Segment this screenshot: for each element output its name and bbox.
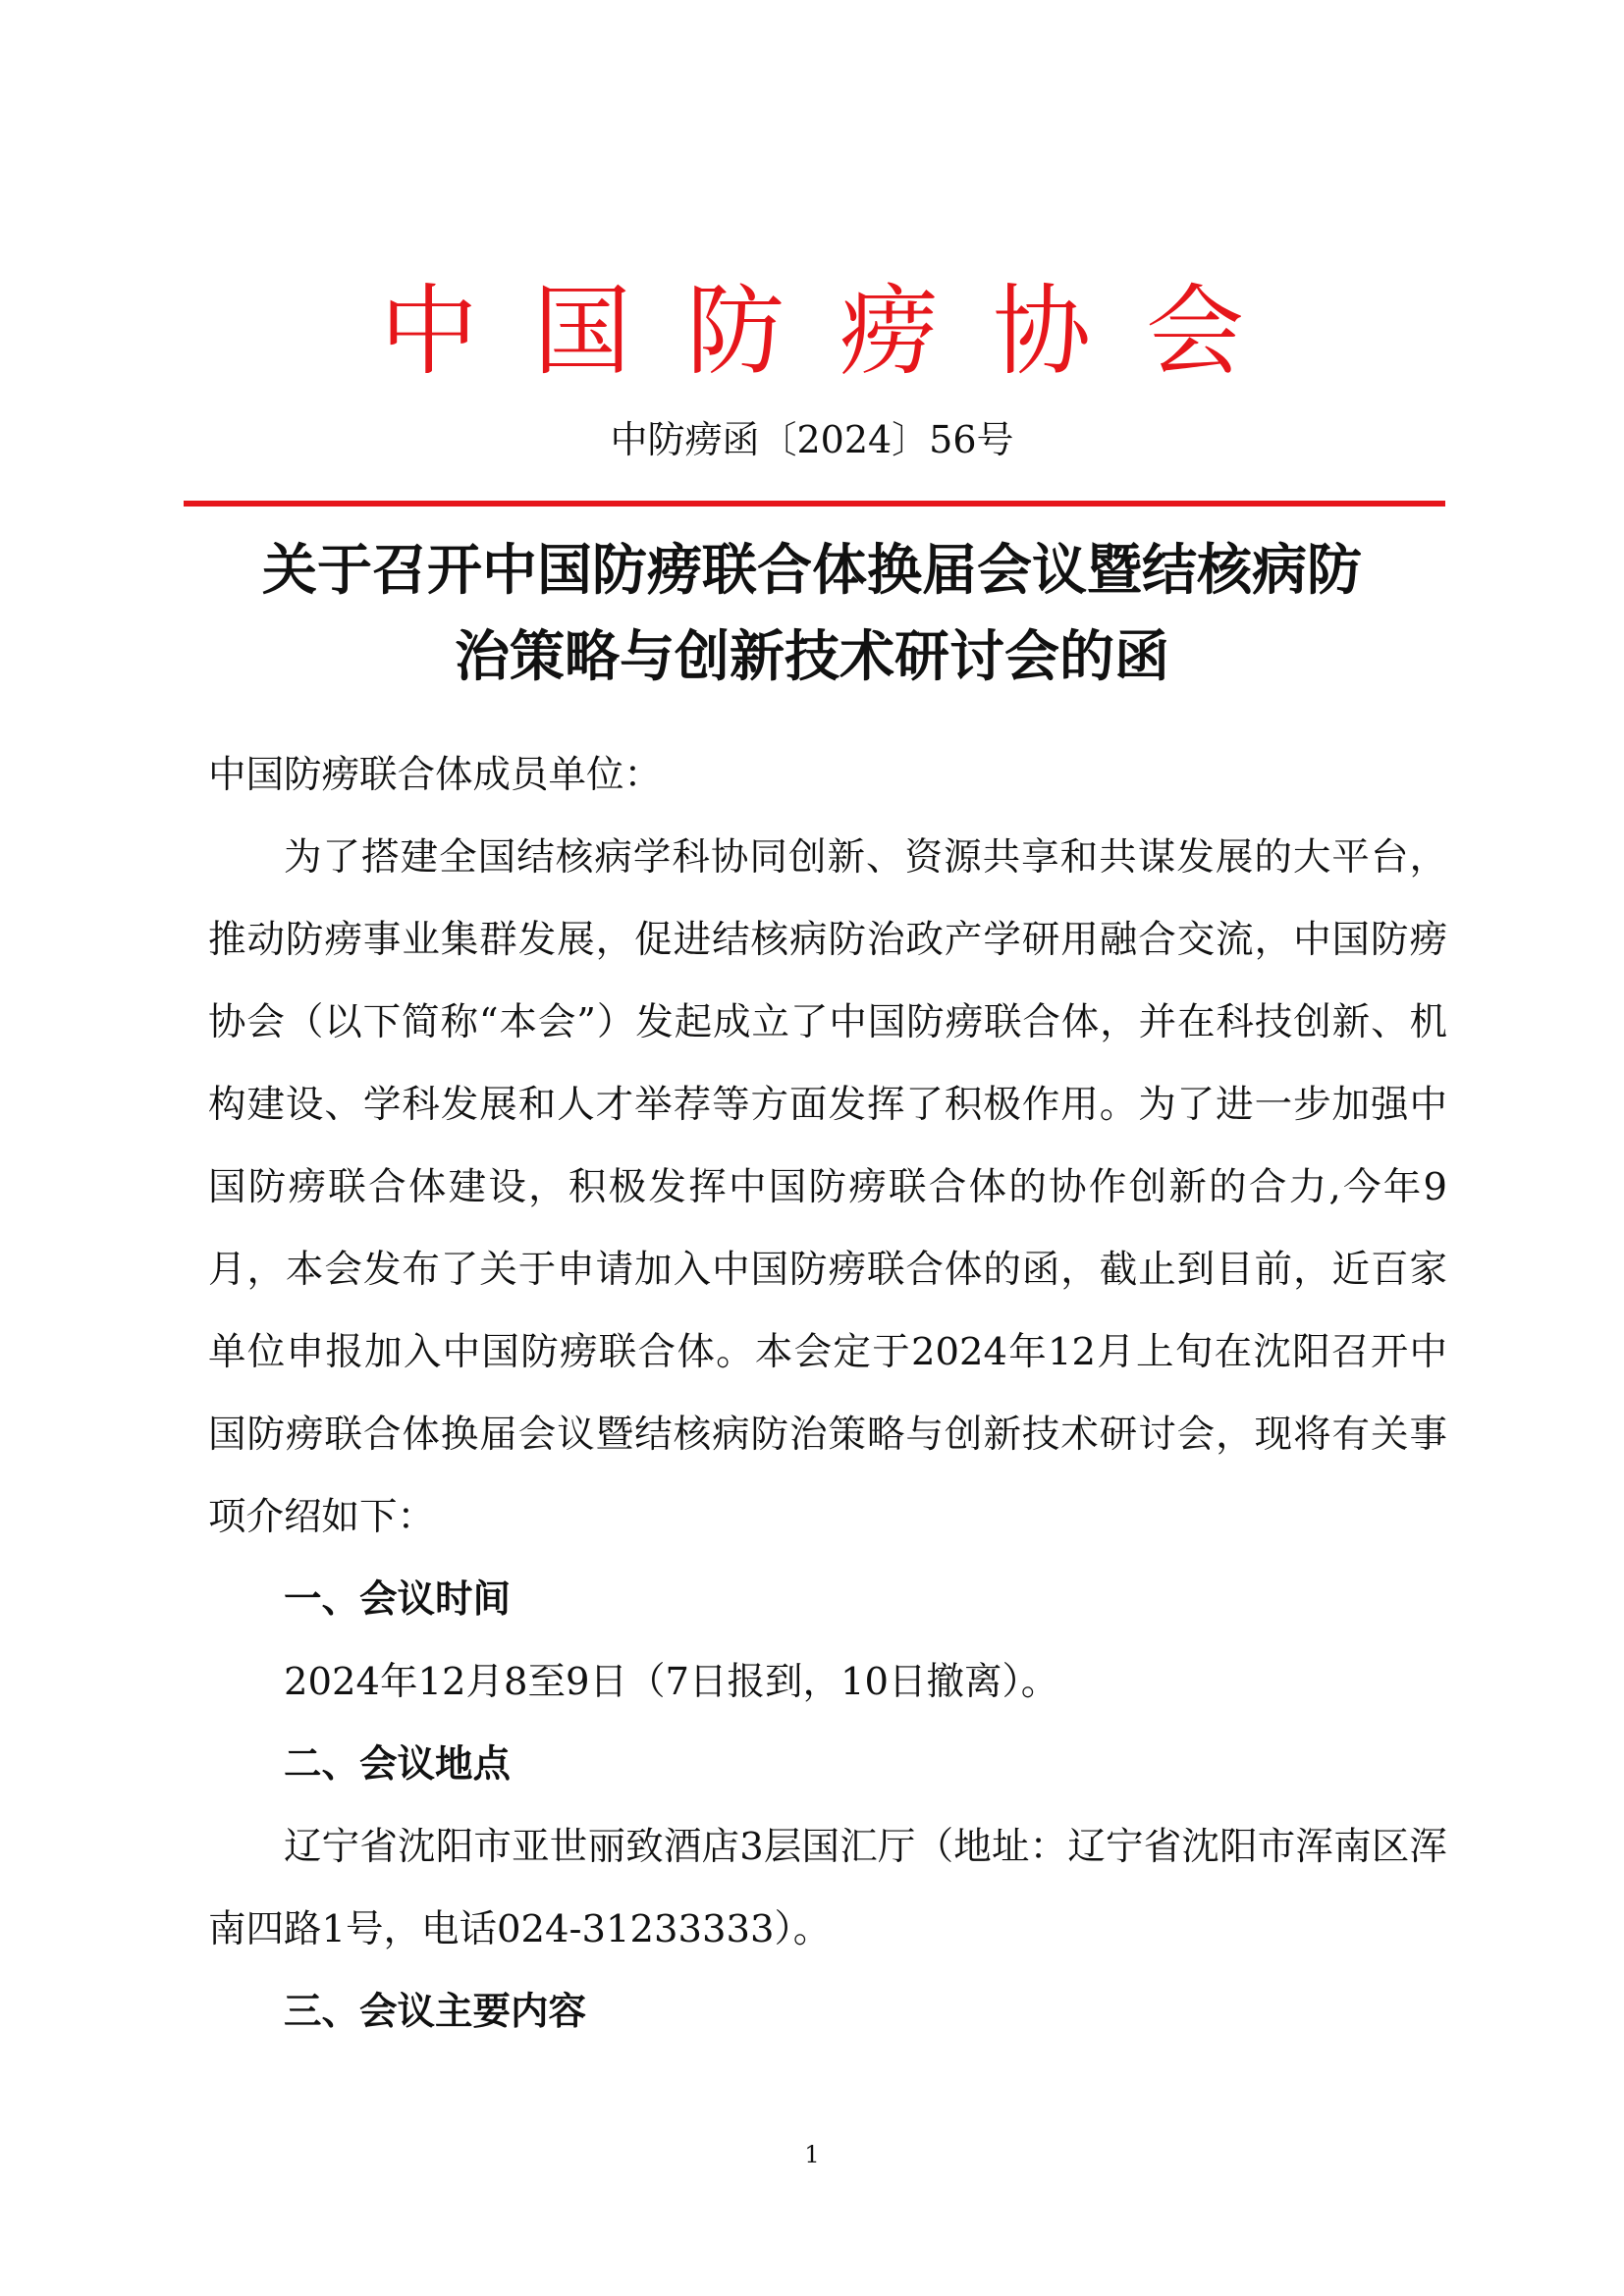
section-heading-meeting-venue: 二、会议地点 (284, 1742, 512, 1787)
meeting-venue-text: 辽宁省沈阳市亚世丽致酒店3层国汇厅（地址：辽宁省沈阳市浑南区浑南四路1号，电话024-31233333）。 (208, 1825, 1447, 1951)
document-body (208, 734, 1447, 2054)
salutation: 中国防痨联合体成员单位： (208, 753, 663, 797)
document-number: 中防痨函〔2024〕56号 (610, 418, 1014, 461)
document-title (0, 528, 1624, 701)
intro-paragraph: 为了搭建全国结核病学科协同创新、资源共享和共谋发展的大平台，推动防痨事业集群发展，促进结核病防治政产学研用融合交流，中国防痨协会（以下简称“本会”）发起成立了中国防痨联合体，并在科技创新、机构建设、学科发展和人才举荐等方面发挥了积极作用。为了进一步加强中国防痨联合体建设，积极发挥中国防痨联合体的协作创新的合力,今年9月，本会发布了关于申请加入中国防痨联合体的函，截止到目前，近百家单位申报加入中国防痨联合体。本会定于2024年12月上旬在沈阳召开中国防痨联合体换届会议暨结核病防治策略与创新技术研讨会，现将有关事项介绍如下： (208, 835, 1447, 1539)
title-line-2: 治策略与创新技术研讨会的函 (455, 625, 1169, 689)
red-divider-rule (184, 501, 1445, 507)
meeting-time-text: 2024年12月8至9日（7日报到，10日撤离）。 (284, 1660, 1059, 1704)
title-line-1: 关于召开中国防痨联合体换届会议暨结核病防 (262, 539, 1362, 603)
org-masthead: 中国防痨协会 (380, 274, 1299, 389)
section-heading-meeting-time: 一、会议时间 (284, 1577, 512, 1622)
section-heading-main-content: 三、会议主要内容 (284, 1990, 587, 2034)
page-number: 1 (804, 2141, 820, 2168)
